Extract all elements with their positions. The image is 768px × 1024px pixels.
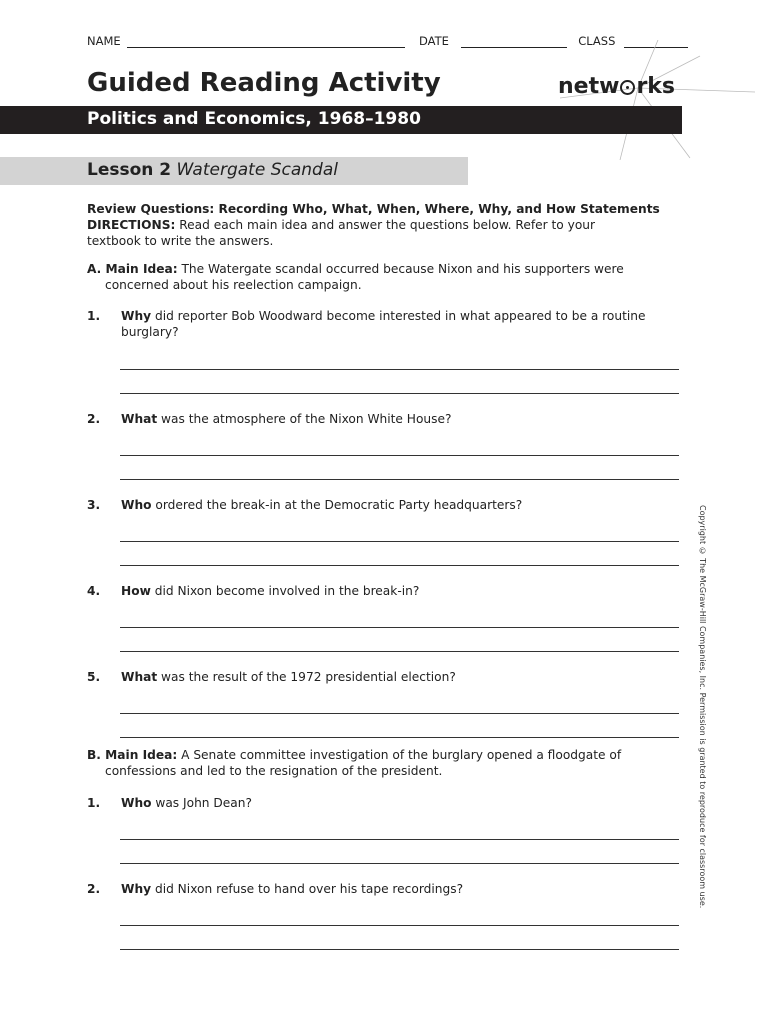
- question-keyword: What: [121, 412, 158, 426]
- question-text: ordered the break-in at the Democratic Party headquarters?: [155, 498, 523, 512]
- question-a4: [87, 583, 687, 599]
- directions-text: Read each main idea and answer the questions below. Refer to your textbook to write the answers.: [87, 218, 596, 248]
- question-text: did reporter Bob Woodward become interested in what appeared to be a routine burglary?: [121, 309, 646, 339]
- review-heading: Review Questions: Recording Who, What, When, Where, Why, and How Statements: [87, 202, 660, 216]
- date-field[interactable]: [461, 35, 567, 48]
- main-idea-b-text: A Senate committee investigation of the burglary opened a floodgate of confessions and led to the resignation of the president.: [105, 748, 622, 778]
- directions-label: DIRECTIONS:: [87, 218, 176, 232]
- answer-line[interactable]: [120, 565, 679, 566]
- answer-line[interactable]: [120, 925, 679, 926]
- question-a5: [87, 669, 687, 685]
- question-number: 1.: [87, 309, 101, 323]
- question-keyword: Who: [121, 796, 152, 810]
- answer-line[interactable]: [120, 627, 679, 628]
- main-idea-a-text: The Watergate scandal occurred because Nixon and his supporters were concerned about his reelection campaign.: [105, 262, 624, 292]
- brand-logo-start: netw: [558, 74, 620, 99]
- answer-line[interactable]: [120, 369, 679, 370]
- question-text: was John Dean?: [155, 796, 252, 810]
- answer-line[interactable]: [120, 949, 679, 950]
- question-text: did Nixon refuse to hand over his tape recordings?: [154, 882, 464, 896]
- lesson-label: Lesson 2: [87, 160, 172, 180]
- brand-logo-end: rks: [636, 74, 676, 99]
- lesson-title: [87, 160, 338, 180]
- question-number: 1.: [87, 796, 101, 810]
- answer-line[interactable]: [120, 541, 679, 542]
- question-keyword: Why: [121, 309, 152, 323]
- question-number: 2.: [87, 412, 101, 426]
- answer-line[interactable]: [120, 455, 679, 456]
- name-field[interactable]: [127, 35, 405, 48]
- lesson-name: Watergate Scandal: [176, 160, 338, 180]
- question-text: was the atmosphere of the Nixon White House?: [161, 412, 452, 426]
- globe-icon: [620, 80, 635, 95]
- answer-line[interactable]: [120, 839, 679, 840]
- question-number: 4.: [87, 584, 101, 598]
- question-b2: [87, 881, 687, 897]
- question-a2: [87, 411, 687, 427]
- question-keyword: Why: [121, 882, 152, 896]
- question-text: did Nixon become involved in the break-in?: [154, 584, 420, 598]
- question-keyword: How: [121, 584, 151, 598]
- question-number: 3.: [87, 498, 101, 512]
- question-keyword: Who: [121, 498, 152, 512]
- answer-line[interactable]: [120, 651, 679, 652]
- page-title: Guided Reading Activity: [87, 68, 441, 98]
- question-a1: [87, 308, 687, 340]
- question-text: was the result of the 1972 presidential election?: [161, 670, 456, 684]
- question-number: 5.: [87, 670, 101, 684]
- burst-graphic: [560, 40, 760, 160]
- question-a3: [87, 497, 687, 513]
- answer-line[interactable]: [120, 479, 679, 480]
- answer-line[interactable]: [120, 737, 679, 738]
- main-idea-b-label: B. Main Idea:: [87, 748, 178, 762]
- answer-line[interactable]: [120, 393, 679, 394]
- question-b1: [87, 795, 687, 811]
- date-label: DATE: [418, 34, 449, 48]
- copyright-notice: Copyright © The McGraw-Hill Companies, Inc. Permission is granted to reproduce for classroom use.: [698, 505, 707, 909]
- brand-logo: [558, 74, 675, 99]
- answer-line[interactable]: [120, 863, 679, 864]
- directions: [87, 217, 647, 249]
- name-label: NAME: [87, 34, 121, 48]
- main-idea-a: [87, 261, 685, 293]
- chapter-subtitle: Politics and Economics, 1968–1980: [87, 109, 421, 129]
- main-idea-b: [87, 747, 685, 779]
- answer-line[interactable]: [120, 713, 679, 714]
- main-idea-a-label: A. Main Idea:: [87, 262, 178, 276]
- class-label: CLASS: [578, 34, 616, 48]
- question-keyword: What: [121, 670, 158, 684]
- question-number: 2.: [87, 882, 101, 896]
